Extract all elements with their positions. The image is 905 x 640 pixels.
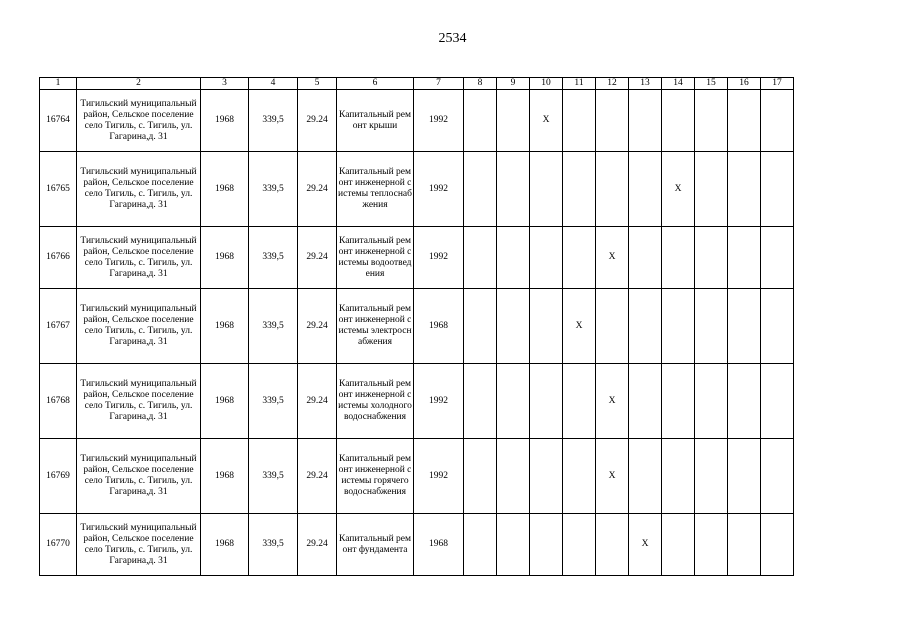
table-cell: 1968 [201,514,249,576]
table-cell [761,289,794,364]
column-header: 17 [761,78,794,90]
work-type-cell: Капитальный ремонт инженерной системы электроснабжения [337,289,414,364]
table-cell [629,289,662,364]
table-cell [728,152,761,227]
table-cell [530,227,563,289]
table-cell: 339,5 [249,514,298,576]
table-cell [629,90,662,152]
table-cell [761,227,794,289]
row-number-cell: 16769 [40,439,77,514]
table-cell [695,439,728,514]
table-cell [695,152,728,227]
row-number-cell: 16765 [40,152,77,227]
column-header: 11 [563,78,596,90]
row-number-cell: 16770 [40,514,77,576]
table-cell: X [563,289,596,364]
page-number: 2534 [438,31,467,46]
column-header: 8 [464,78,497,90]
table-cell [497,514,530,576]
column-header: 14 [662,78,695,90]
address-cell: Тигильский муниципальный район, Сельское поселение село Тигиль, с. Тигиль, ул. Гагарина,д. 31 [77,227,201,289]
row-number-cell: 16766 [40,227,77,289]
header-row [40,78,794,90]
table-cell: 1968 [201,227,249,289]
row-number-cell: 16767 [40,289,77,364]
table-cell: 29.24 [298,364,337,439]
table-cell: X [662,152,695,227]
table-cell [629,364,662,439]
table-cell [563,90,596,152]
table-cell: 339,5 [249,90,298,152]
table-cell: 339,5 [249,289,298,364]
table-cell [497,439,530,514]
table-cell [662,90,695,152]
column-header: 2 [77,78,201,90]
table-cell: 29.24 [298,289,337,364]
table-cell [563,227,596,289]
column-header: 12 [596,78,629,90]
table-cell [761,90,794,152]
table-cell: 339,5 [249,439,298,514]
table-cell: 1992 [414,364,464,439]
table-cell [662,227,695,289]
column-header: 10 [530,78,563,90]
table-row [40,227,794,289]
table-cell [563,152,596,227]
table-cell [662,289,695,364]
table-cell: 1968 [414,514,464,576]
table-cell: 339,5 [249,364,298,439]
table-cell: 1968 [201,439,249,514]
table-cell [497,152,530,227]
row-number-cell: 16768 [40,364,77,439]
table-cell: 29.24 [298,514,337,576]
table-cell [464,439,497,514]
table-cell [530,514,563,576]
column-header: 15 [695,78,728,90]
table-cell: 1968 [201,364,249,439]
table-cell [695,289,728,364]
table-cell [596,289,629,364]
table-cell [464,152,497,227]
table-cell [728,364,761,439]
address-cell: Тигильский муниципальный район, Сельское поселение село Тигиль, с. Тигиль, ул. Гагарина,д. 31 [77,514,201,576]
table-body [40,78,794,576]
address-cell: Тигильский муниципальный район, Сельское поселение село Тигиль, с. Тигиль, ул. Гагарина,д. 31 [77,90,201,152]
table-cell: 339,5 [249,227,298,289]
table-cell [497,227,530,289]
table-cell [761,152,794,227]
table-cell: 1968 [201,90,249,152]
table-cell [464,227,497,289]
table-cell [629,227,662,289]
table-cell [728,90,761,152]
table-cell [695,514,728,576]
work-type-cell: Капитальный ремонт инженерной системы водоотведения [337,227,414,289]
column-header: 3 [201,78,249,90]
column-header: 13 [629,78,662,90]
table-cell [563,514,596,576]
work-type-cell: Капитальный ремонт крыши [337,90,414,152]
column-header: 5 [298,78,337,90]
address-cell: Тигильский муниципальный район, Сельское поселение село Тигиль, с. Тигиль, ул. Гагарина,д. 31 [77,289,201,364]
table-cell: 1992 [414,439,464,514]
table-row [40,289,794,364]
table-cell: 1992 [414,227,464,289]
table-row [40,364,794,439]
table-row [40,152,794,227]
table-cell: X [629,514,662,576]
table-cell: 29.24 [298,90,337,152]
table-cell: X [596,439,629,514]
table-cell: X [596,227,629,289]
table-cell [596,90,629,152]
table-cell [464,364,497,439]
table-cell [497,289,530,364]
table-cell [728,439,761,514]
table-cell [695,364,728,439]
table-cell: 1968 [201,289,249,364]
table-row [40,439,794,514]
table-cell [464,514,497,576]
table-cell [596,514,629,576]
work-type-cell: Капитальный ремонт инженерной системы холодного водоснабжения [337,364,414,439]
table-cell [563,364,596,439]
column-header: 9 [497,78,530,90]
table-cell: 1992 [414,90,464,152]
column-header: 7 [414,78,464,90]
column-header: 1 [40,78,77,90]
table-cell [761,439,794,514]
table-cell [629,152,662,227]
table-cell [530,289,563,364]
table-cell [761,364,794,439]
row-number-cell: 16764 [40,90,77,152]
table-cell [464,289,497,364]
table-cell [596,152,629,227]
table-cell: 29.24 [298,152,337,227]
table-cell [530,152,563,227]
table-cell [695,90,728,152]
table-cell: 339,5 [249,152,298,227]
table-cell [629,439,662,514]
work-type-cell: Капитальный ремонт инженерной системы горячего водоснабжения [337,439,414,514]
table-row [40,514,794,576]
table-cell [464,90,497,152]
table-cell [530,439,563,514]
table-cell [728,289,761,364]
table-cell [497,90,530,152]
register-table [39,77,794,576]
table-cell: 29.24 [298,227,337,289]
table-cell [728,227,761,289]
table-cell [728,514,761,576]
table-cell: X [530,90,563,152]
column-header: 4 [249,78,298,90]
work-type-cell: Капитальный ремонт инженерной системы теплоснабжения [337,152,414,227]
address-cell: Тигильский муниципальный район, Сельское поселение село Тигиль, с. Тигиль, ул. Гагарина,д. 31 [77,152,201,227]
address-cell: Тигильский муниципальный район, Сельское поселение село Тигиль, с. Тигиль, ул. Гагарина,д. 31 [77,439,201,514]
column-header: 6 [337,78,414,90]
table-cell: 1968 [414,289,464,364]
table-cell [695,227,728,289]
table-cell: 29.24 [298,439,337,514]
work-type-cell: Капитальный ремонт фундамента [337,514,414,576]
table-cell [563,439,596,514]
column-header: 16 [728,78,761,90]
table-cell [530,364,563,439]
table-cell [497,364,530,439]
table-cell [662,439,695,514]
table-cell [662,364,695,439]
table-cell: 1992 [414,152,464,227]
table-cell: 1968 [201,152,249,227]
address-cell: Тигильский муниципальный район, Сельское поселение село Тигиль, с. Тигиль, ул. Гагарина,д. 31 [77,364,201,439]
table-cell: X [596,364,629,439]
table-cell [761,514,794,576]
table-row [40,90,794,152]
table-cell [662,514,695,576]
